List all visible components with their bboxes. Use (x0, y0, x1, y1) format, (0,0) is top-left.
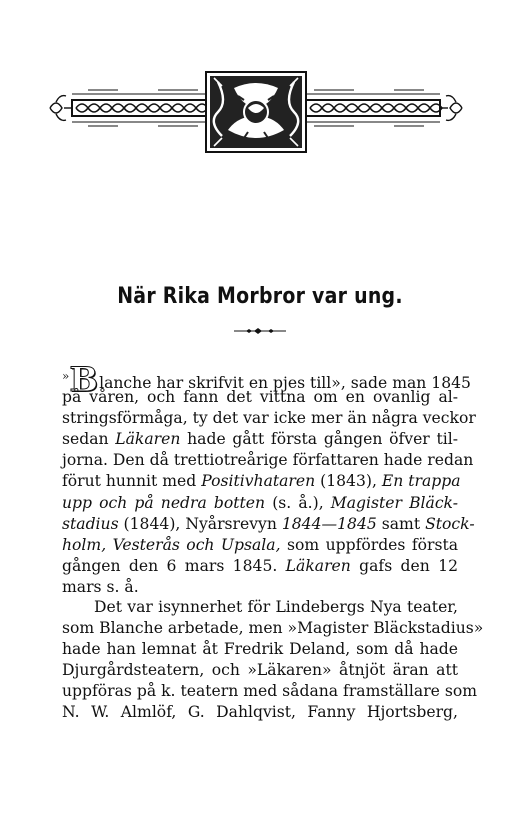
text-line (62, 450, 474, 471)
text-line (62, 535, 458, 556)
paragraph-2 (62, 597, 484, 724)
text-line (62, 514, 475, 535)
italic-title: 1844—1845 (281, 514, 377, 533)
text-segment: stringsförmåga, ty det var icke mer än några veckor (62, 409, 476, 428)
opening-quote: » (62, 369, 70, 383)
text-segment: som Blanche arbetade, men »Magister Bläckstadius» (62, 619, 484, 638)
central-medallion (206, 72, 306, 152)
text-line (62, 577, 458, 598)
italic-title: Magister Bläck- (330, 493, 458, 512)
text-segment: lanche har skrifvit en pjes till», sade man 1845 (99, 374, 471, 392)
headpiece-ornament (48, 68, 464, 158)
title-divider-ornament (232, 325, 288, 337)
text-segment: hade gått första gången öfver til- (180, 430, 458, 449)
text-line (62, 471, 461, 492)
text-segment: förut hunnit med (62, 472, 202, 491)
italic-title: upp och på nedra botten (62, 493, 266, 512)
text-line (62, 429, 458, 450)
text-segment: sedan (62, 430, 116, 449)
text-line (62, 408, 476, 429)
left-scroll-ornament (50, 96, 72, 121)
text-segment: (s. å.), (265, 493, 331, 512)
text-segment: mars s. å. (62, 577, 139, 596)
italic-title: Läkaren (115, 430, 181, 449)
text-segment: jorna. Den då trettiotreårige författaren hade redan (62, 451, 474, 470)
text-segment: gången den 6 mars 1845. (62, 556, 286, 575)
text-segment: som uppfördes första (280, 535, 459, 554)
text-segment: (1844), Nyårsrevyn (118, 514, 282, 533)
text-segment: på våren, och fann det vittna om en ovanlig al- (62, 388, 458, 407)
right-scroll-ornament (440, 96, 462, 121)
text-segment: Det var isynnerhet för Lindebergs Nya teater, (94, 598, 458, 616)
text-line (62, 681, 478, 702)
text-line (62, 702, 458, 723)
text-segment: hade han lemnat åt Fredrik Deland, som då hade (62, 640, 458, 659)
italic-title: holm, Vesterås och Upsala, (62, 535, 281, 554)
text-segment: uppföras på k. teatern med sådana framställare som (62, 682, 478, 701)
text-segment: Djurgårdsteatern, och »Läkaren» åtnjöt äran att (62, 661, 458, 680)
text-segment: samt (376, 514, 426, 533)
italic-title: Läkaren (285, 556, 351, 575)
paragraph-1 (62, 360, 476, 598)
italic-title: Positivhataren (201, 472, 316, 491)
text-line (62, 556, 458, 577)
text-line (62, 639, 458, 660)
text-line (62, 618, 484, 639)
text-segment: (1843), (315, 472, 382, 491)
italic-title: stadius (62, 514, 119, 533)
text-line (62, 493, 458, 514)
italic-title: En trappa (381, 472, 461, 491)
decorated-initial: B (69, 360, 99, 400)
chapter-title: När Rika Morbror var ung. (117, 284, 403, 309)
text-segment: gafs den 12 (350, 556, 458, 575)
italic-title: Stock- (425, 514, 475, 533)
text-line (62, 660, 458, 681)
text-segment: N. W. Almlöf, G. Dahlqvist, Fanny Hjortsberg, (62, 703, 458, 722)
text-line (62, 597, 458, 618)
text-line (62, 387, 458, 408)
